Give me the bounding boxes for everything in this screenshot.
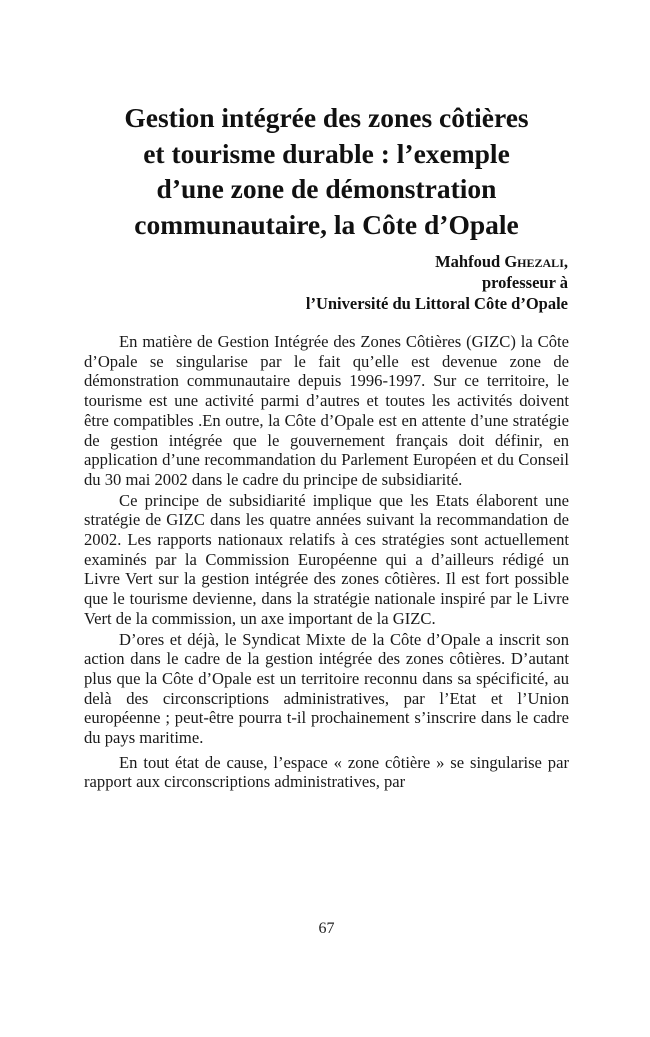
author-last-name: Ghezali [504, 252, 564, 271]
paragraph: Ce principe de subsidiarité implique que les Etats élaborent une stratégie de GIZC dans les quatre années suivant la recommandation de 2002. Les rapports nationaux relatifs à ces stratégies sont actuellement examinés par la Commission Européenne qui a d’ailleurs rédigé un Livre Vert sur la gestion intégrée des zones côtières. Il est fort possible que le tourisme devienne, dans la stratégie nationale inspiré par le Livre Vert de la commission, un axe important de la GIZC. [84, 490, 569, 628]
paragraph: D’ores et déjà, le Syndicat Mixte de la Côte d’Opale a inscrit son action dans le cadre de la gestion intégrée des zones côtières. D’autant plus que la Côte d’Opale est un territoire reconnu dans sa spécificité, au delà des circonscriptions administratives, par l’Etat et l’Union européenne ; peut-être pourra t-il prochainement s’inscrire dans le cadre du pays maritime. [84, 629, 569, 748]
title-line: et tourisme durable : l’exemple [143, 137, 510, 169]
author-name-suffix: , [563, 252, 568, 271]
author-first-name: Mahfoud [435, 252, 505, 271]
title-line: d’une zone de démonstration [156, 173, 497, 204]
author-block [306, 251, 568, 314]
title-line: Gestion intégrée des zones côtières [124, 102, 529, 133]
title-line: communautaire, la Côte d’Opale [134, 208, 519, 240]
page-number: 67 [318, 920, 335, 937]
paragraph: En tout état de cause, l’espace « zone côtière » se singularise par rapport aux circonscriptions administratives, par [84, 752, 569, 792]
author-name [306, 251, 568, 272]
article-body [84, 332, 569, 792]
article-title [84, 100, 569, 242]
author-affiliation: l’Université du Littoral Côte d’Opale [305, 294, 568, 313]
author-role: professeur à [481, 273, 568, 292]
paragraph: En matière de Gestion Intégrée des Zones Côtières (GIZC) la Côte d’Opale se singularise par le fait qu’elle est devenue zone de démonstration communautaire depuis 1996-1997. Sur ce territoire, le tourisme est une activité parmi d’autres et toutes les activités doivent être compatibles .En outre, la Côte d’Opale est en attente d’une stratégie de gestion intégrée que le gouvernement français doit définir, en application d’une recommandation du Parlement Européen et du Conseil du 30 mai 2002 dans le cadre du principe de subsidiarité. [84, 332, 569, 489]
